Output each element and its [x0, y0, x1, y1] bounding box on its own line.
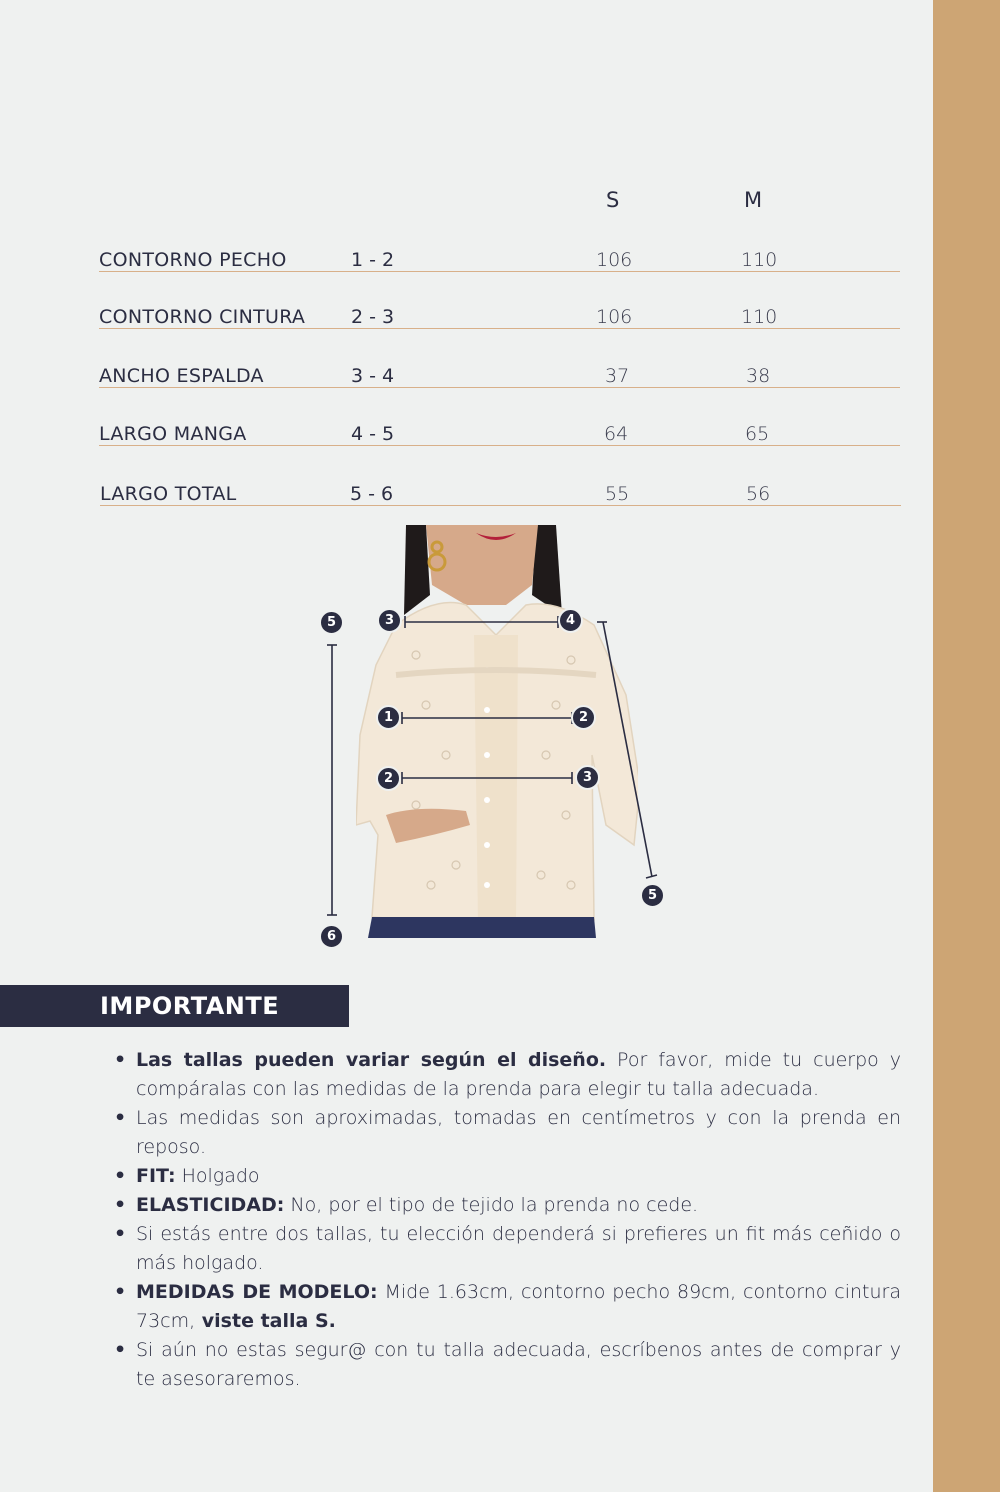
list-item — [112, 1278, 901, 1336]
value-s: 106 — [596, 306, 633, 328]
point-badge-3: 3 — [377, 608, 402, 633]
table-row — [99, 242, 900, 272]
point-badge-2: 2 — [571, 705, 596, 730]
measure-points: 3 - 4 — [351, 365, 395, 387]
table-row — [99, 358, 900, 388]
point-badge-5: 5 — [319, 610, 344, 635]
note-bold: ELASTICIDAD: — [136, 1194, 285, 1216]
value-m: 110 — [741, 306, 778, 328]
note-text: No, por el tipo de tejido la prenda no cede. — [284, 1194, 699, 1216]
measure-label: LARGO TOTAL — [100, 483, 237, 505]
value-s: 64 — [604, 423, 629, 445]
measurement-figure — [300, 525, 700, 955]
measure-label: CONTORNO CINTURA — [99, 306, 306, 328]
note-bold: MEDIDAS DE MODELO: — [136, 1281, 378, 1303]
note-text: Si estás entre dos tallas, tu elección dependerá si prefieres un fit más ceñido o más holgado. — [136, 1223, 901, 1274]
note-bold: FIT: — [136, 1165, 176, 1187]
note-bold: Las tallas pueden variar según el diseño. — [136, 1049, 607, 1071]
point-badge-4: 4 — [558, 608, 583, 633]
measure-points: 1 - 2 — [351, 249, 395, 271]
side-accent-bar — [933, 0, 1000, 1492]
notes-list — [112, 1046, 901, 1394]
table-row — [99, 416, 900, 446]
size-header-m: M — [744, 188, 763, 212]
value-s: 106 — [596, 249, 633, 271]
note-text: Mide 1.63cm, contorno pecho 89cm, contorno cintura 73cm, — [136, 1281, 901, 1332]
measure-points: 2 - 3 — [351, 306, 395, 328]
value-s: 37 — [605, 365, 630, 387]
list-item — [112, 1191, 901, 1220]
importante-title: IMPORTANTE — [100, 992, 280, 1020]
size-header-s: S — [606, 188, 620, 212]
note-text: Las medidas son aproximadas, tomadas en centímetros y con la prenda en reposo. — [136, 1107, 901, 1158]
table-row — [99, 299, 900, 329]
note-bold: viste talla S. — [195, 1310, 336, 1332]
list-item — [112, 1162, 901, 1191]
value-m: 65 — [745, 423, 770, 445]
value-m: 38 — [746, 365, 771, 387]
measure-label: ANCHO ESPALDA — [99, 365, 264, 387]
measure-points: 4 - 5 — [351, 423, 395, 445]
measure-points: 5 - 6 — [350, 483, 394, 505]
note-text: Si aún no estas segur@ con tu talla adecuada, escríbenos antes de comprar y te asesoraremos. — [136, 1339, 901, 1390]
point-badge-1: 1 — [376, 705, 401, 730]
note-text: Holgado — [175, 1165, 260, 1187]
note-text: Por favor, mide tu cuerpo y compáralas con las medidas de la prenda para elegir tu talla adecuada. — [136, 1049, 901, 1100]
point-badge-5: 5 — [640, 883, 665, 908]
point-badge-2: 2 — [376, 766, 401, 791]
list-item — [112, 1046, 901, 1104]
value-m: 56 — [746, 483, 771, 505]
value-s: 55 — [605, 483, 630, 505]
table-row — [100, 476, 901, 506]
value-m: 110 — [741, 249, 778, 271]
measure-label: LARGO MANGA — [99, 423, 247, 445]
point-badge-6: 6 — [319, 924, 344, 949]
point-badge-3: 3 — [575, 765, 600, 790]
measure-label: CONTORNO PECHO — [99, 249, 287, 271]
list-item — [112, 1336, 901, 1394]
list-item — [112, 1104, 901, 1162]
list-item — [112, 1220, 901, 1278]
